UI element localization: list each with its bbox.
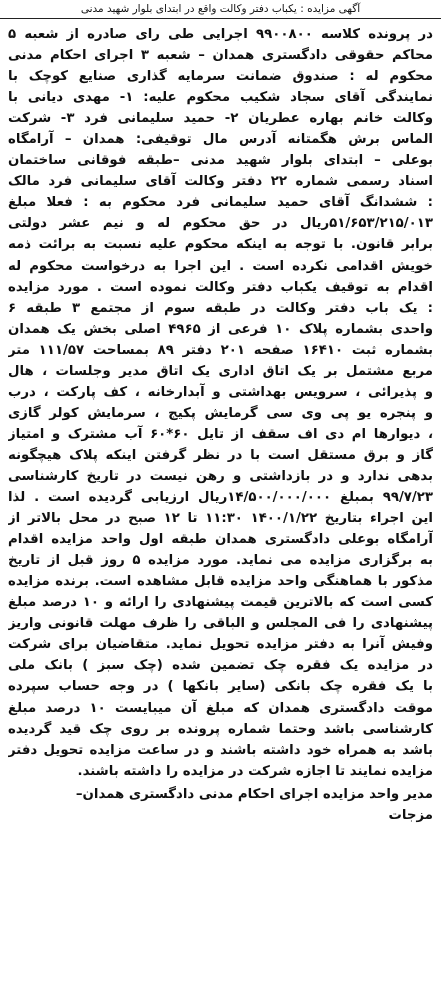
notice-line: این اجراء بتاریخ ۱۴۰۰/۱/۲۲ ۱۱:۳۰ تا ۱۲ صبح در محل بالاتر از [8, 511, 433, 527]
signature-block [8, 784, 433, 826]
signature-line-2: مزجات [388, 807, 433, 823]
notice-line: : یک باب دفتر وکالت در طبقه سوم از مجتمع ۳ طبقه ۶ [8, 300, 433, 316]
notice-line: ۹۹/۷/۲۳ بمبلغ ۱۴/۵۰۰/۰۰۰/۰۰۰ریال ارزیابی گردیده است . لذا [8, 490, 433, 506]
notice-line: واحدی بشماره پلاک ۱۰ فرعی از ۴۹۶۵ اصلی بخش یک همدان [8, 321, 433, 337]
notice-line: باشد به همراه خود داشته باشند و در ساعت مزایده تحویل دفتر [8, 742, 433, 758]
notice-line: و پذیرائی ، سرویس بهداشتی و آبدارخانه ، کف پارکت ، درب [8, 384, 433, 400]
notice-line: نمایندگی آقای سجاد شکیب محکوم علیه: ۱- مهدی دیانی با [8, 90, 433, 106]
notice-line: وکالت خانم بهاره عطریان ۲- حمید سلیمانی فرد ۳- شرکت [8, 111, 433, 127]
signature-line-1: مدیر واحد مزایده اجرای احکام مدنی دادگستری همدان– [75, 786, 433, 802]
notice-line: الماس برش هگمتانه آدرس مال توقیفی: همدان – آرامگاه [8, 132, 433, 148]
notice-line: مذکور با هماهنگی واحد مزایده قابل مشاهده است. برنده مزایده [8, 574, 433, 590]
notice-line: با یک فقره چک بانکی (سایر بانکها ) در وجه حساب سپرده [8, 679, 433, 695]
notice-line: اقدام به توقیف یکباب دفتر وکالت نموده است . مورد مزایده [8, 279, 433, 295]
notice-line: در پرونده کلاسه ۹۹۰۰۸۰۰ اجرایی طی رای صادره از شعبه ۵ [8, 27, 433, 42]
notice-line: آرامگاه بوعلی دادگستری همدان طبقه اول واحد مزایده اقدام [8, 532, 433, 548]
notice-body [8, 19, 433, 782]
notice-line: بوعلی – ابتدای بلوار شهید مدنی –طبقه فوقانی ساختمان [8, 153, 433, 169]
notice-line: پیشنهادی را فی المجلس و الباقی را ظرف مهلت قانونی واریز [8, 616, 433, 632]
notice-line: کسی است که بالاترین قیمت پیشنهادی را ارائه و ۱۰ درصد مبلغ [8, 595, 433, 611]
notice-line: خویش اقدامی نکرده است . این اجرا به درخواست محکوم له [8, 258, 433, 274]
notice-line: وفیش آنرا به دفتر مزایده تحویل نماید. متقاضیان برای شرکت [8, 637, 433, 653]
notice-line: محاکم حقوقی دادگستری همدان – شعبه ۳ اجرای احکام مدنی [8, 48, 433, 64]
notice-line: برابر قانون. با توجه به اینکه محکوم علیه نسبت به برائت ذمه [8, 237, 433, 253]
notice-line: اسناد رسمی شماره ۲۲ دفتر وکالت آقای سلیمانی فرد مالک [8, 174, 433, 190]
notice-line: : ششدانگ آقای حمید سلیمانی فرد محکوم به : فعلا مبلغ [8, 195, 433, 211]
notice-line: بدهی ندارد و در بازداشتی و رهن نیست در تاریخ کارشناسی [8, 468, 433, 484]
notice-line: ۵۱/۶۵۳/۲۱۵/۰۱۳ریال در حق محکوم له و نیم عشر دولتی [8, 216, 433, 232]
notice-line: موقت دادگستری همدان که مبلغ آن میبایست ۱۰ درصد مبلغ [8, 700, 433, 716]
notice-header: آگهی مزایده : یکباب دفتر وکالت واقع در ابتدای بلوار شهید مدنی [80, 3, 361, 15]
notice-line: به برگزاری مزایده می نماید. مورد مزایده ۵ روز قبل از تاریخ [8, 553, 433, 569]
notice-line: گاز و برق مستقل است با در نظر گرفتن اینکه پلاک هیچگونه [8, 447, 433, 463]
notice-line: مزایده نمایند تا اجازه شرکت در مزایده را داشته باشند. [77, 763, 433, 779]
notice-line: محکوم له : صندوق ضمانت سرمایه گذاری صنایع کوچک با [8, 69, 433, 85]
notice-line: ، دیوارها ام دی اف سقف از تایل ۶۰*۶۰ آب مشترک و امتیاز [8, 426, 433, 442]
notice-line: کارشناسی باشد وحتما شماره پرونده بر روی چک قید گردیده [8, 721, 433, 737]
notice-line: در مزایده یک فقره چک تضمین شده (چک سبز ) بانک ملی [8, 658, 433, 674]
notice-line: بشماره ثبت ۱۶۴۱۰ صفحه ۲۰۱ دفتر ۸۹ بمساحت ۱۱۱/۵۷ متر [8, 342, 433, 358]
notice-line: و پنجره یو پی وی سی گرمایش پکیج ، سرمایش کولر گازی [8, 405, 433, 421]
notice-line: مربع مشتمل بر یک اتاق اداری یک اتاق مدیر وجلسات ، هال [8, 363, 433, 379]
